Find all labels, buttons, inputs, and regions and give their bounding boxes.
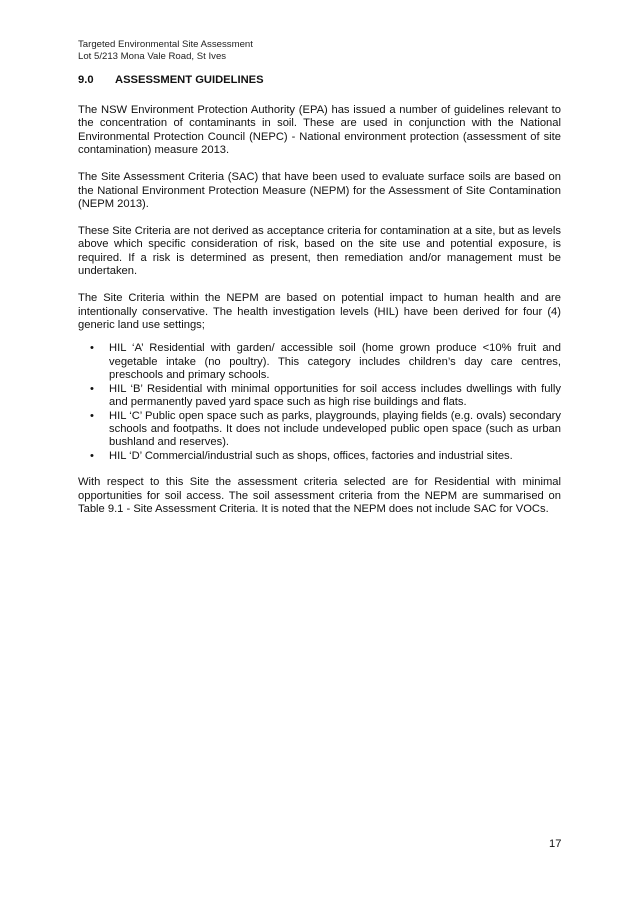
list-item-text: HIL ‘D’ Commercial/industrial such as shops, offices, factories and industrial sites. [109, 449, 513, 462]
paragraph-hil-intro: The Site Criteria within the NEPM are based on potential impact to human health and are intentionally conservative. The health investigation levels (HIL) have been derived for four (4) generic land use settings; [78, 292, 561, 332]
list-item-text: HIL ‘B’ Residential with minimal opportunities for soil access includes dwellings with fully and permanently paved yard space such as high rise buildings and flats. [109, 382, 561, 409]
bullet-symbol: • [90, 342, 94, 355]
list-item-text: HIL ‘C’ Public open space such as parks, playgrounds, playing fields (e.g. ovals) secondary schools and footpaths. It does not include undeveloped public open space (such as urban bushland and reserves). [109, 409, 561, 449]
paragraph-epa-guidelines: The NSW Environment Protection Authority (EPA) has issued a number of guidelines relevant to the concentration of contaminants in soil. These are used in conjunction with the National Environmental Protection Council (NEPC) - National environment protection (assessment of site contamination) measure 2013. [78, 104, 561, 157]
section-number: 9.0 [78, 74, 94, 86]
section-heading [78, 73, 264, 87]
paragraph-selected-criteria: With respect to this Site the assessment criteria selected are for Residential with minimal opportunities for soil access. The soil assessment criteria from the NEPM are summarised on Table 9.1 - Site Assessment Criteria. It is noted that the NEPM does not include SAC for VOCs. [78, 476, 561, 515]
bullet-symbol: • [90, 382, 94, 395]
section-body [78, 104, 561, 530]
page-number: 17 [549, 838, 562, 850]
header-site-address: Lot 5/213 Mona Vale Road, St Ives [78, 50, 227, 62]
header-report-title: Targeted Environmental Site Assessment [78, 39, 253, 50]
running-header [78, 39, 253, 62]
hil-land-use-list [78, 342, 561, 463]
list-item [78, 383, 561, 410]
section-title: ASSESSMENT GUIDELINES [115, 74, 264, 86]
list-item [78, 450, 561, 463]
bullet-symbol: • [90, 449, 94, 462]
paragraph-sac-basis: The Site Assessment Criteria (SAC) that have been used to evaluate surface soils are based on the National Environment Protection Measure (NEPM) for the Assessment of Site Contamination (NEPM 2013). [78, 171, 561, 211]
list-item [78, 410, 561, 450]
bullet-symbol: • [90, 409, 94, 422]
list-item-text: HIL ‘A’ Residential with garden/ accessible soil (home grown produce <10% fruit and vegetable intake (no poultry). This category includes children’s day care centres, preschools and primary schools. [109, 342, 561, 382]
paragraph-criteria-purpose: These Site Criteria are not derived as acceptance criteria for contamination at a site, but as levels above which specific consideration of risk, based on the site use and potential exposure, is required. If a risk is determined as present, then remediation and/or management must be undertaken. [78, 225, 561, 278]
list-item [78, 342, 561, 382]
